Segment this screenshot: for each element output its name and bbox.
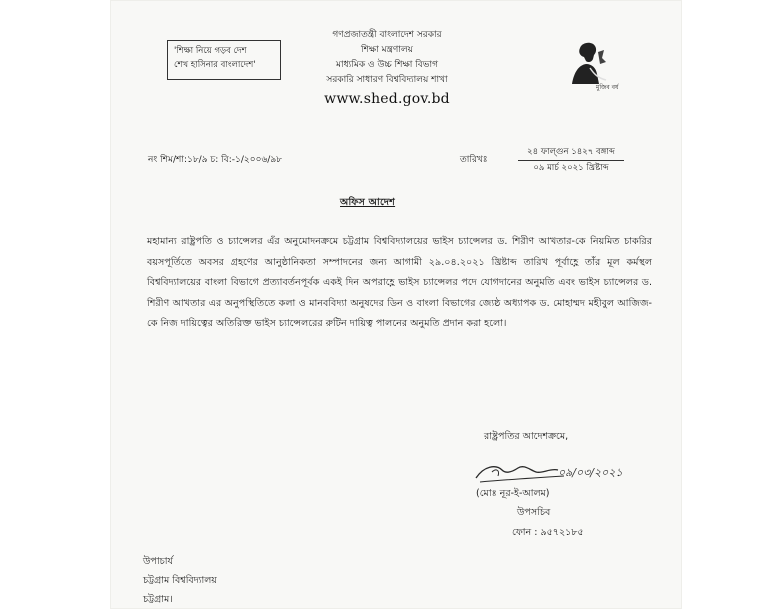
office-order-title: অফিস আদেশ	[340, 197, 396, 208]
date-label: তারিখঃ	[460, 155, 488, 165]
recipient-institution: চট্টগ্রাম বিশ্ববিদ্যালয়	[143, 575, 217, 586]
slogan-line-2: শেখ হাসিনার বাংলাদেশ'	[174, 60, 256, 70]
ministry-name: শিক্ষা মন্ত্রণালয়	[361, 45, 413, 55]
mujib-borsho-logo	[566, 40, 619, 92]
date-bangla: ২৪ ফাল্গুন ১৪২৭ বঙ্গাব্দ	[518, 146, 624, 161]
website: www.shed.gov.bd	[324, 91, 450, 107]
branch-name: সরকারি সাধারণ বিশ্ববিদ্যালয় শাখা	[326, 75, 448, 85]
handwritten-date: ০৯/০৩/২০২১	[558, 466, 623, 479]
letterhead	[292, 28, 482, 108]
signatory-designation: উপসচিব	[517, 507, 551, 518]
signatory-name: (মোঃ নূর-ই-আলম)	[476, 488, 550, 499]
recipient-title: উপাচার্য	[143, 556, 173, 567]
by-order-line: রাষ্ট্রপতির আদেশক্রমে,	[484, 431, 569, 442]
recipient-city: চট্টগ্রাম।	[143, 594, 173, 605]
portrait-caption: মুজিব বর্ষ	[596, 84, 619, 91]
date-gregorian: ০৯ মার্চ ২০২১ খ্রিষ্টাব্দ	[533, 163, 609, 173]
recipient-block	[143, 552, 217, 609]
division-name: মাধ্যমিক ও উচ্চ শিক্ষা বিভাগ	[335, 60, 439, 70]
order-body: মহামান্য রাষ্ট্রপতি ও চ্যান্সেলর এঁর অনুমোদনক্রমে চট্টগ্রাম বিশ্ববিদ্যালয়ের ভাইস চ্যান্সেলর ড. শিরীণ আখতার-কে নিয়মিত চাকরির বয়সপূর্তিতে অবসর গ্রহণের আনুষ্ঠানিকতা সম্পাদনের জন্য আগামী ২৯.০৪.২০২১ খ্রিষ্টাব্দ তারিখ পূর্বাহ্ণে তাঁর মূল কর্মস্থল বিশ্ববিদ্যালয়ের বাংলা বিভাগে প্রত্যাবর্তনপূর্বক একই দিন অপরাহ্ণে ভাইস চ্যান্সেলর পদে যোগদানের অনুমতি এবং ভাইস চ্যান্সেলর ড. শিরীণ আখতার এর অনুপস্থিতিতে কলা ও মানববিদ্যা অনুষদের ডিন ও বাংলা বিভাগের জ্যেষ্ঠ অধ্যাপক ড. মোহাম্মদ মহীবুল আজিজ-কে নিজ দায়িত্বের অতিরিক্ত ভাইস চ্যান্সেলরের রুটিন দায়িত্ব পালনের অনুমতি প্রদান করা হলো।	[147, 236, 652, 329]
memo-number: নং শিম/শা:১৮/৯ চ: বি:-১/২০০৬/৯৮	[148, 155, 283, 165]
date-block	[518, 146, 624, 175]
slogan-box	[167, 40, 281, 80]
signatory-phone: ফোন : ৯৫৭২১৮৫	[512, 527, 584, 538]
slogan-line-1: 'শিক্ষা নিয়ে গড়ব দেশ	[174, 46, 247, 56]
government-name: গণপ্রজাতন্ত্রী বাংলাদেশ সরকার	[332, 30, 442, 40]
